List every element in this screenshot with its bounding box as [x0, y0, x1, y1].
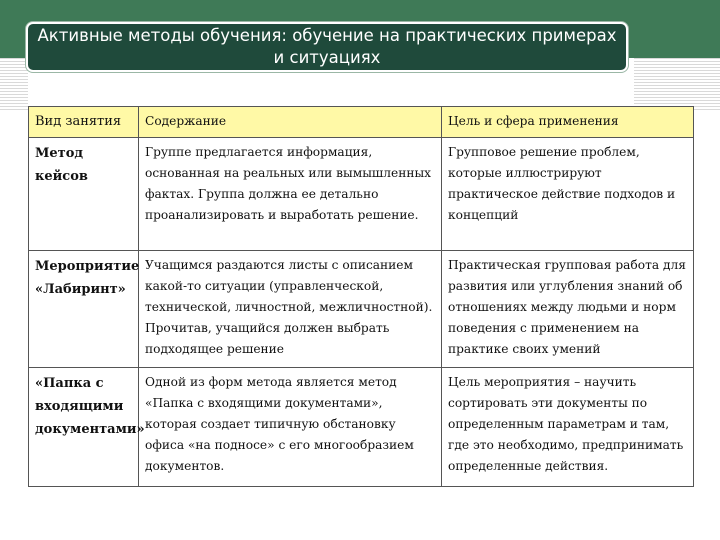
cell-type: Мероприятие «Лабиринт»: [29, 251, 139, 368]
table-header-row: [29, 107, 694, 138]
cell-goal: Групповое решение проблем, которые иллюстрируют практическое действие подходов и концепций: [442, 138, 694, 251]
table-row: [29, 251, 694, 368]
header-cell-goal: Цель и сфера применения: [442, 107, 694, 138]
slide-title: Активные методы обучения: обучение на практических примерах и ситуациях: [37, 26, 617, 67]
slide-title-box: [26, 22, 628, 72]
decorative-stripes-right: [634, 58, 720, 110]
header-cell-content: Содержание: [139, 107, 442, 138]
header-cell-type: Вид занятия: [29, 107, 139, 138]
cell-goal: Практическая групповая работа для развития или углубления знаний об отношениях между людьми и норм поведения с применением на практике своих умений: [442, 251, 694, 368]
cell-content: Учащимся раздаются листы с описанием какой-то ситуации (управленческой, технической, личностной, межличностной). Прочитав, учащийся должен выбрать подходящее решение: [139, 251, 442, 368]
cell-type: Метод кейсов: [29, 138, 139, 251]
cell-content: Группе предлагается информация, основанная на реальных или вымышленных фактах. Группа должна ее детально проанализировать и выработать решение.: [139, 138, 442, 251]
table-row: [29, 368, 694, 487]
cell-content: Одной из форм метода является метод «Папка с входящими документами», которая создает типичную обстановку офиса «на подносе» с его многообразием документов.: [139, 368, 442, 487]
table-row: [29, 138, 694, 251]
cell-type: «Папка с входящими документами»: [29, 368, 139, 487]
cell-goal: Цель мероприятия – научить сортировать эти документы по определенным параметрам и там, где это необходимо, предпринимать определенные действия.: [442, 368, 694, 487]
decorative-stripes-left: [0, 58, 28, 110]
methods-table: [28, 106, 694, 487]
